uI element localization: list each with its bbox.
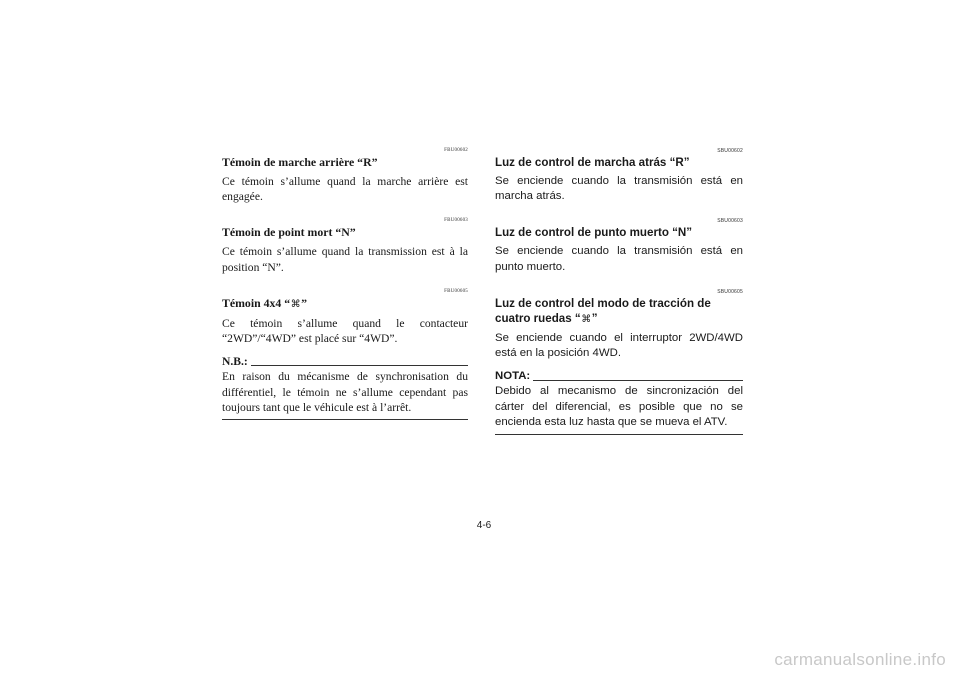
es-heading-neutral: Luz de control de punto muerto “N” — [495, 226, 693, 240]
es-note-label: NOTA: — [495, 370, 531, 383]
fr-body-reverse: Ce témoin s’allume quand la marche arrière est engagée. — [222, 175, 468, 204]
fr-section-reverse — [222, 148, 468, 204]
fr-note-body: En raison du mécanisme de synchronisation du différentiel, le témoin ne s’allume cependant pas toujours tant que le véhicule est à l’arrêt. — [222, 370, 468, 414]
es-heading-reverse: Luz de control de marcha atrás “R” — [495, 156, 690, 169]
fr-note — [222, 354, 468, 420]
es-heading-4wd — [495, 296, 743, 327]
es-note-body: Debido al mecanismo de sincronización del cárter del diferencial, es posible que no se encienda esta luz hasta que se mueva el ATV. — [495, 385, 743, 428]
fr-body-neutral: Ce témoin s’allume quand la transmission est à la position “N”. — [222, 245, 468, 274]
es-reference-code: SBU00602 — [717, 148, 743, 154]
fr-reference-code: FBU00605 — [444, 288, 468, 294]
es-section-reverse — [495, 148, 743, 204]
es-note-rule — [533, 380, 743, 381]
page-number: 4-6 — [476, 520, 492, 531]
fr-section-4wd — [222, 289, 468, 346]
fr-body-4wd: Ce témoin s’allume quand le contacteur “2WD”/“4WD” est placé sur “4WD”. — [222, 316, 468, 346]
es-heading-4wd-prefix: Luz de control del modo de tracción de cuatro ruedas “ — [495, 296, 711, 325]
es-note — [495, 369, 743, 435]
fr-note-header — [222, 354, 468, 369]
spanish-column — [495, 148, 743, 435]
es-note-header — [495, 369, 743, 384]
fr-heading-neutral: Témoin de point mort “N” — [222, 225, 356, 240]
fr-note-end-rule — [222, 419, 468, 420]
es-reference-code: SBU00605 — [717, 288, 743, 295]
fr-section-neutral — [222, 218, 468, 274]
es-section-neutral — [495, 218, 743, 274]
es-body-neutral: Se enciende cuando la transmisión está en punto muerto. — [495, 245, 743, 273]
fr-heading-4wd-suffix: ” — [301, 295, 308, 310]
watermark: carmanualsonline.info — [774, 650, 946, 669]
fr-reference-code: FBU00603 — [444, 218, 468, 224]
es-note-end-rule — [495, 434, 743, 435]
es-heading-4wd-suffix: ” — [591, 311, 598, 325]
es-reference-code: SBU00603 — [717, 218, 743, 225]
fr-note-label: N.B.: — [222, 355, 248, 369]
es-body-4wd: Se enciende cuando el interruptor 2WD/4WD está en la posición 4WD. — [495, 331, 743, 360]
es-body-reverse: Se enciende cuando la transmisión está en marcha atrás. — [495, 175, 743, 203]
4wd-indicator-icon: ⌘ — [581, 313, 592, 325]
es-section-4wd — [495, 289, 743, 361]
4wd-indicator-icon: ⌘ — [290, 298, 301, 310]
fr-heading-reverse: Témoin de marche arrière “R” — [222, 155, 378, 169]
fr-heading-4wd — [222, 296, 468, 312]
fr-heading-4wd-prefix: Témoin 4x4 “ — [222, 295, 291, 310]
fr-reference-code: FBU00602 — [444, 148, 468, 153]
french-column — [222, 148, 468, 420]
fr-note-rule — [251, 365, 468, 366]
